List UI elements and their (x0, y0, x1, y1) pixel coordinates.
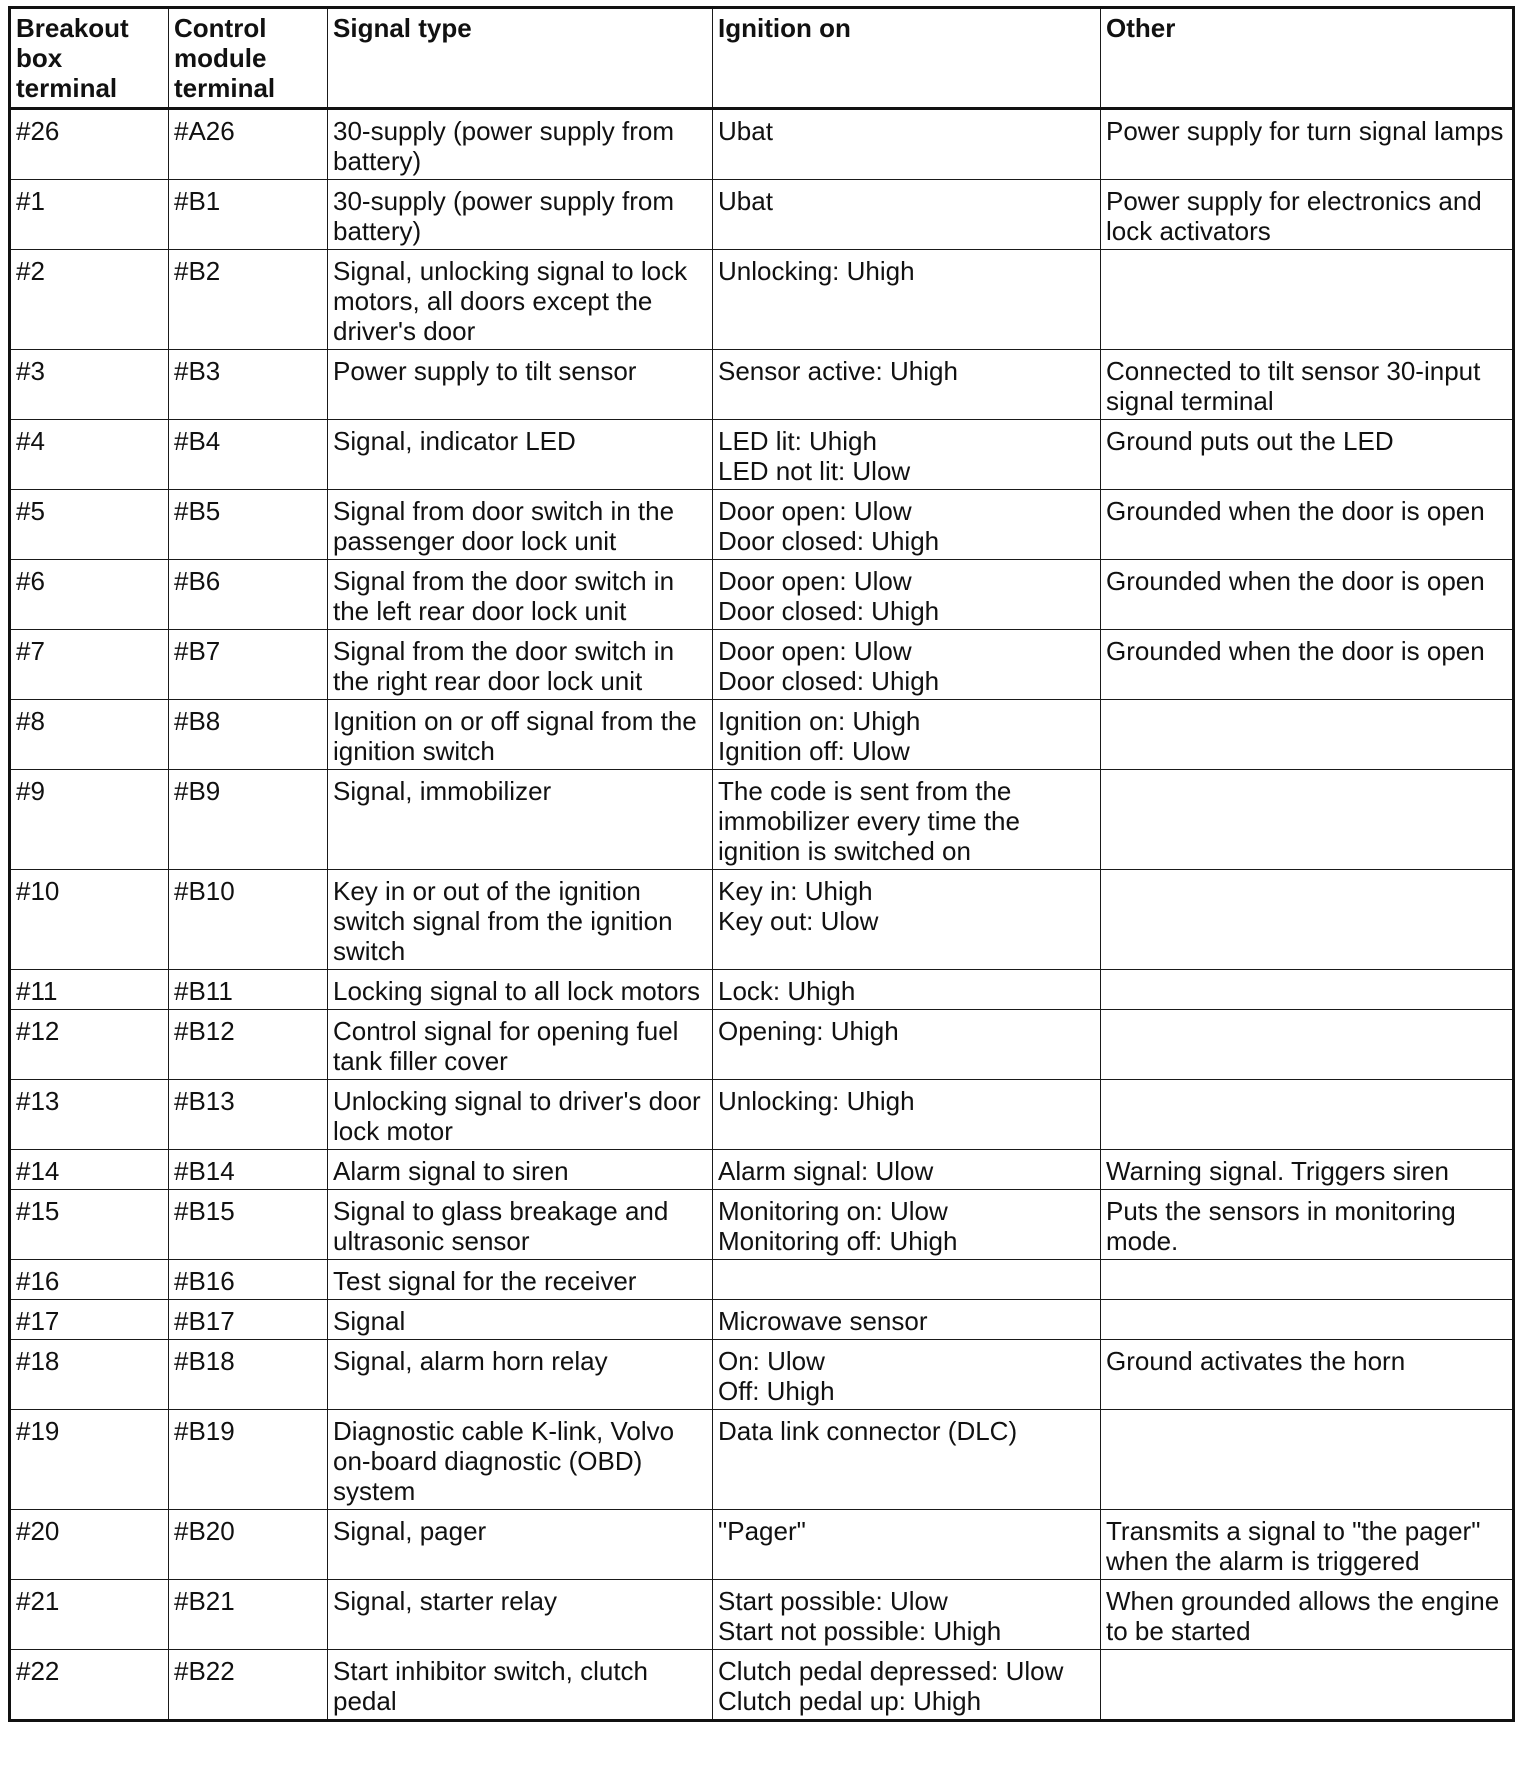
header-other: Other (1101, 8, 1514, 109)
ignition-state-line: Ignition on: Uhigh (718, 706, 921, 736)
cell-control-module-terminal: #B15 (169, 1190, 328, 1260)
cell-control-module-terminal: #B1 (169, 180, 328, 250)
cell-signal-type: 30-supply (power supply from battery) (328, 180, 713, 250)
ignition-state-line: Data link connector (DLC) (718, 1416, 1018, 1446)
cell-breakout-terminal: #21 (10, 1580, 169, 1650)
cell-signal-type: Signal from door switch in the passenger door lock unit (328, 490, 713, 560)
cell-control-module-terminal: #B13 (169, 1080, 328, 1150)
cell-ignition-on (713, 350, 1101, 420)
cell-ignition-on (713, 1580, 1101, 1650)
table-row (10, 1080, 1514, 1150)
cell-breakout-terminal: #5 (10, 490, 169, 560)
ignition-state-line: Start not possible: Uhigh (718, 1616, 1002, 1646)
cell-breakout-terminal: #8 (10, 700, 169, 770)
ignition-state-line: Door closed: Uhigh (718, 596, 940, 626)
cell-other: Warning signal. Triggers siren (1101, 1150, 1514, 1190)
cell-other: Power supply for electronics and lock activators (1101, 180, 1514, 250)
table-row (10, 350, 1514, 420)
cell-other (1101, 1410, 1514, 1510)
cell-other (1101, 700, 1514, 770)
cell-ignition-on (713, 250, 1101, 350)
cell-ignition-on (713, 420, 1101, 490)
cell-breakout-terminal: #18 (10, 1340, 169, 1410)
ignition-state-line: Lock: Uhigh (718, 976, 856, 1006)
cell-ignition-on (713, 1300, 1101, 1340)
cell-control-module-terminal: #B20 (169, 1510, 328, 1580)
cell-other (1101, 1260, 1514, 1300)
cell-signal-type: Diagnostic cable K-link, Volvo on-board diagnostic (OBD) system (328, 1410, 713, 1510)
table-row (10, 560, 1514, 630)
ignition-state-line: Ubat (718, 186, 773, 216)
cell-other (1101, 1650, 1514, 1721)
table-row (10, 1150, 1514, 1190)
ignition-state-line: Opening: Uhigh (718, 1016, 899, 1046)
cell-control-module-terminal: #B2 (169, 250, 328, 350)
cell-breakout-terminal: #10 (10, 870, 169, 970)
table-row (10, 1190, 1514, 1260)
table-row (10, 420, 1514, 490)
cell-ignition-on (713, 1010, 1101, 1080)
cell-breakout-terminal: #3 (10, 350, 169, 420)
ignition-state-line: Monitoring off: Uhigh (718, 1226, 958, 1256)
cell-ignition-on (713, 490, 1101, 560)
cell-signal-type: Signal from the door switch in the left rear door lock unit (328, 560, 713, 630)
cell-ignition-on (713, 1340, 1101, 1410)
cell-control-module-terminal: #B7 (169, 630, 328, 700)
cell-control-module-terminal: #B11 (169, 970, 328, 1010)
table-row (10, 1510, 1514, 1580)
cell-other: When grounded allows the engine to be started (1101, 1580, 1514, 1650)
cell-other: Puts the sensors in monitoring mode. (1101, 1190, 1514, 1260)
cell-ignition-on (713, 180, 1101, 250)
cell-signal-type: Signal from the door switch in the right rear door lock unit (328, 630, 713, 700)
terminal-signal-table (8, 6, 1515, 1722)
cell-control-module-terminal: #B18 (169, 1340, 328, 1410)
ignition-state-line: Ubat (718, 116, 773, 146)
cell-breakout-terminal: #7 (10, 630, 169, 700)
ignition-state-line: Key in: Uhigh (718, 876, 873, 906)
cell-other: Connected to tilt sensor 30-input signal terminal (1101, 350, 1514, 420)
cell-other: Ground puts out the LED (1101, 420, 1514, 490)
table-row (10, 490, 1514, 560)
ignition-state-line: Monitoring on: Ulow (718, 1196, 948, 1226)
cell-control-module-terminal: #B19 (169, 1410, 328, 1510)
ignition-state-line: Door closed: Uhigh (718, 526, 940, 556)
cell-control-module-terminal: #B21 (169, 1580, 328, 1650)
cell-breakout-terminal: #19 (10, 1410, 169, 1510)
cell-ignition-on (713, 870, 1101, 970)
cell-control-module-terminal: #B16 (169, 1260, 328, 1300)
table-row (10, 109, 1514, 180)
ignition-state-line: Microwave sensor (718, 1306, 928, 1336)
cell-control-module-terminal: #B10 (169, 870, 328, 970)
table-header (10, 8, 1514, 109)
cell-signal-type: Unlocking signal to driver's door lock motor (328, 1080, 713, 1150)
header-breakout-box-terminal: Breakout box terminal (10, 8, 169, 109)
cell-signal-type: Signal, alarm horn relay (328, 1340, 713, 1410)
cell-other (1101, 1080, 1514, 1150)
cell-breakout-terminal: #2 (10, 250, 169, 350)
table-row (10, 630, 1514, 700)
cell-breakout-terminal: #16 (10, 1260, 169, 1300)
cell-control-module-terminal: #B5 (169, 490, 328, 560)
ignition-state-line: Unlocking: Uhigh (718, 1086, 915, 1116)
ignition-state-line: The code is sent from the immobilizer every time the ignition is switched on (718, 776, 1020, 866)
cell-ignition-on (713, 1510, 1101, 1580)
ignition-state-line: Alarm signal: Ulow (718, 1156, 934, 1186)
cell-other: Power supply for turn signal lamps (1101, 109, 1514, 180)
cell-other (1101, 770, 1514, 870)
cell-signal-type: Control signal for opening fuel tank filler cover (328, 1010, 713, 1080)
table-row (10, 1580, 1514, 1650)
cell-signal-type: Key in or out of the ignition switch signal from the ignition switch (328, 870, 713, 970)
header-row (10, 8, 1514, 109)
cell-control-module-terminal: #B12 (169, 1010, 328, 1080)
cell-ignition-on (713, 700, 1101, 770)
cell-other (1101, 870, 1514, 970)
cell-control-module-terminal: #B22 (169, 1650, 328, 1721)
cell-ignition-on (713, 1410, 1101, 1510)
cell-ignition-on (713, 770, 1101, 870)
cell-breakout-terminal: #13 (10, 1080, 169, 1150)
cell-breakout-terminal: #20 (10, 1510, 169, 1580)
cell-ignition-on (713, 630, 1101, 700)
cell-control-module-terminal: #B8 (169, 700, 328, 770)
cell-control-module-terminal: #B17 (169, 1300, 328, 1340)
cell-ignition-on (713, 1150, 1101, 1190)
table-row (10, 1260, 1514, 1300)
table-row (10, 870, 1514, 970)
cell-control-module-terminal: #A26 (169, 109, 328, 180)
cell-other: Grounded when the door is open (1101, 490, 1514, 560)
cell-signal-type: Signal, unlocking signal to lock motors, all doors except the driver's door (328, 250, 713, 350)
ignition-state-line: "Pager" (718, 1516, 806, 1546)
cell-signal-type: Signal, immobilizer (328, 770, 713, 870)
ignition-state-line: Unlocking: Uhigh (718, 256, 915, 286)
cell-signal-type: Signal (328, 1300, 713, 1340)
ignition-state-line: Start possible: Ulow (718, 1586, 948, 1616)
cell-ignition-on (713, 1190, 1101, 1260)
ignition-state-line: Door open: Ulow (718, 566, 912, 596)
ignition-state-line: Door closed: Uhigh (718, 666, 940, 696)
cell-breakout-terminal: #26 (10, 109, 169, 180)
cell-signal-type: Test signal for the receiver (328, 1260, 713, 1300)
cell-breakout-terminal: #9 (10, 770, 169, 870)
ignition-state-line: Sensor active: Uhigh (718, 356, 958, 386)
cell-signal-type: Ignition on or off signal from the ignition switch (328, 700, 713, 770)
header-signal-type: Signal type (328, 8, 713, 109)
cell-other (1101, 250, 1514, 350)
cell-breakout-terminal: #1 (10, 180, 169, 250)
cell-signal-type: Start inhibitor switch, clutch pedal (328, 1650, 713, 1721)
ignition-state-line: Key out: Ulow (718, 906, 879, 936)
ignition-state-line: On: Ulow (718, 1346, 825, 1376)
cell-breakout-terminal: #15 (10, 1190, 169, 1260)
cell-other: Transmits a signal to "the pager" when the alarm is triggered (1101, 1510, 1514, 1580)
table-row (10, 1650, 1514, 1721)
cell-control-module-terminal: #B9 (169, 770, 328, 870)
cell-control-module-terminal: #B4 (169, 420, 328, 490)
table-row (10, 1010, 1514, 1080)
cell-signal-type: Signal, indicator LED (328, 420, 713, 490)
cell-signal-type: 30-supply (power supply from battery) (328, 109, 713, 180)
table-row (10, 970, 1514, 1010)
cell-breakout-terminal: #17 (10, 1300, 169, 1340)
header-control-module-terminal: Control module terminal (169, 8, 328, 109)
table-body (10, 109, 1514, 1721)
cell-signal-type: Power supply to tilt sensor (328, 350, 713, 420)
cell-signal-type: Signal to glass breakage and ultrasonic sensor (328, 1190, 713, 1260)
table-row (10, 1340, 1514, 1410)
header-ignition-on: Ignition on (713, 8, 1101, 109)
ignition-state-line: Door open: Ulow (718, 636, 912, 666)
cell-other: Grounded when the door is open (1101, 630, 1514, 700)
cell-breakout-terminal: #14 (10, 1150, 169, 1190)
cell-other (1101, 1300, 1514, 1340)
table-row (10, 1300, 1514, 1340)
cell-other: Ground activates the horn (1101, 1340, 1514, 1410)
cell-control-module-terminal: #B6 (169, 560, 328, 630)
cell-ignition-on (713, 560, 1101, 630)
cell-control-module-terminal: #B14 (169, 1150, 328, 1190)
cell-ignition-on (713, 970, 1101, 1010)
ignition-state-line: LED lit: Uhigh (718, 426, 877, 456)
ignition-state-line: Clutch pedal up: Uhigh (718, 1686, 982, 1716)
cell-signal-type: Signal, starter relay (328, 1580, 713, 1650)
cell-breakout-terminal: #6 (10, 560, 169, 630)
ignition-state-line: Clutch pedal depressed: Ulow (718, 1656, 1064, 1686)
table-row (10, 770, 1514, 870)
table-row (10, 700, 1514, 770)
cell-other: Grounded when the door is open (1101, 560, 1514, 630)
cell-ignition-on (713, 1260, 1101, 1300)
terminal-table-sheet (8, 6, 1515, 1722)
cell-breakout-terminal: #22 (10, 1650, 169, 1721)
ignition-state-line: Ignition off: Ulow (718, 736, 910, 766)
cell-other (1101, 970, 1514, 1010)
ignition-state-line: Off: Uhigh (718, 1376, 835, 1406)
cell-ignition-on (713, 109, 1101, 180)
table-row (10, 1410, 1514, 1510)
table-row (10, 250, 1514, 350)
cell-ignition-on (713, 1080, 1101, 1150)
table-row (10, 180, 1514, 250)
cell-breakout-terminal: #4 (10, 420, 169, 490)
cell-signal-type: Alarm signal to siren (328, 1150, 713, 1190)
cell-ignition-on (713, 1650, 1101, 1721)
cell-signal-type: Signal, pager (328, 1510, 713, 1580)
cell-breakout-terminal: #11 (10, 970, 169, 1010)
cell-signal-type: Locking signal to all lock motors (328, 970, 713, 1010)
cell-control-module-terminal: #B3 (169, 350, 328, 420)
ignition-state-line: Door open: Ulow (718, 496, 912, 526)
cell-breakout-terminal: #12 (10, 1010, 169, 1080)
cell-other (1101, 1010, 1514, 1080)
ignition-state-line: LED not lit: Ulow (718, 456, 911, 486)
